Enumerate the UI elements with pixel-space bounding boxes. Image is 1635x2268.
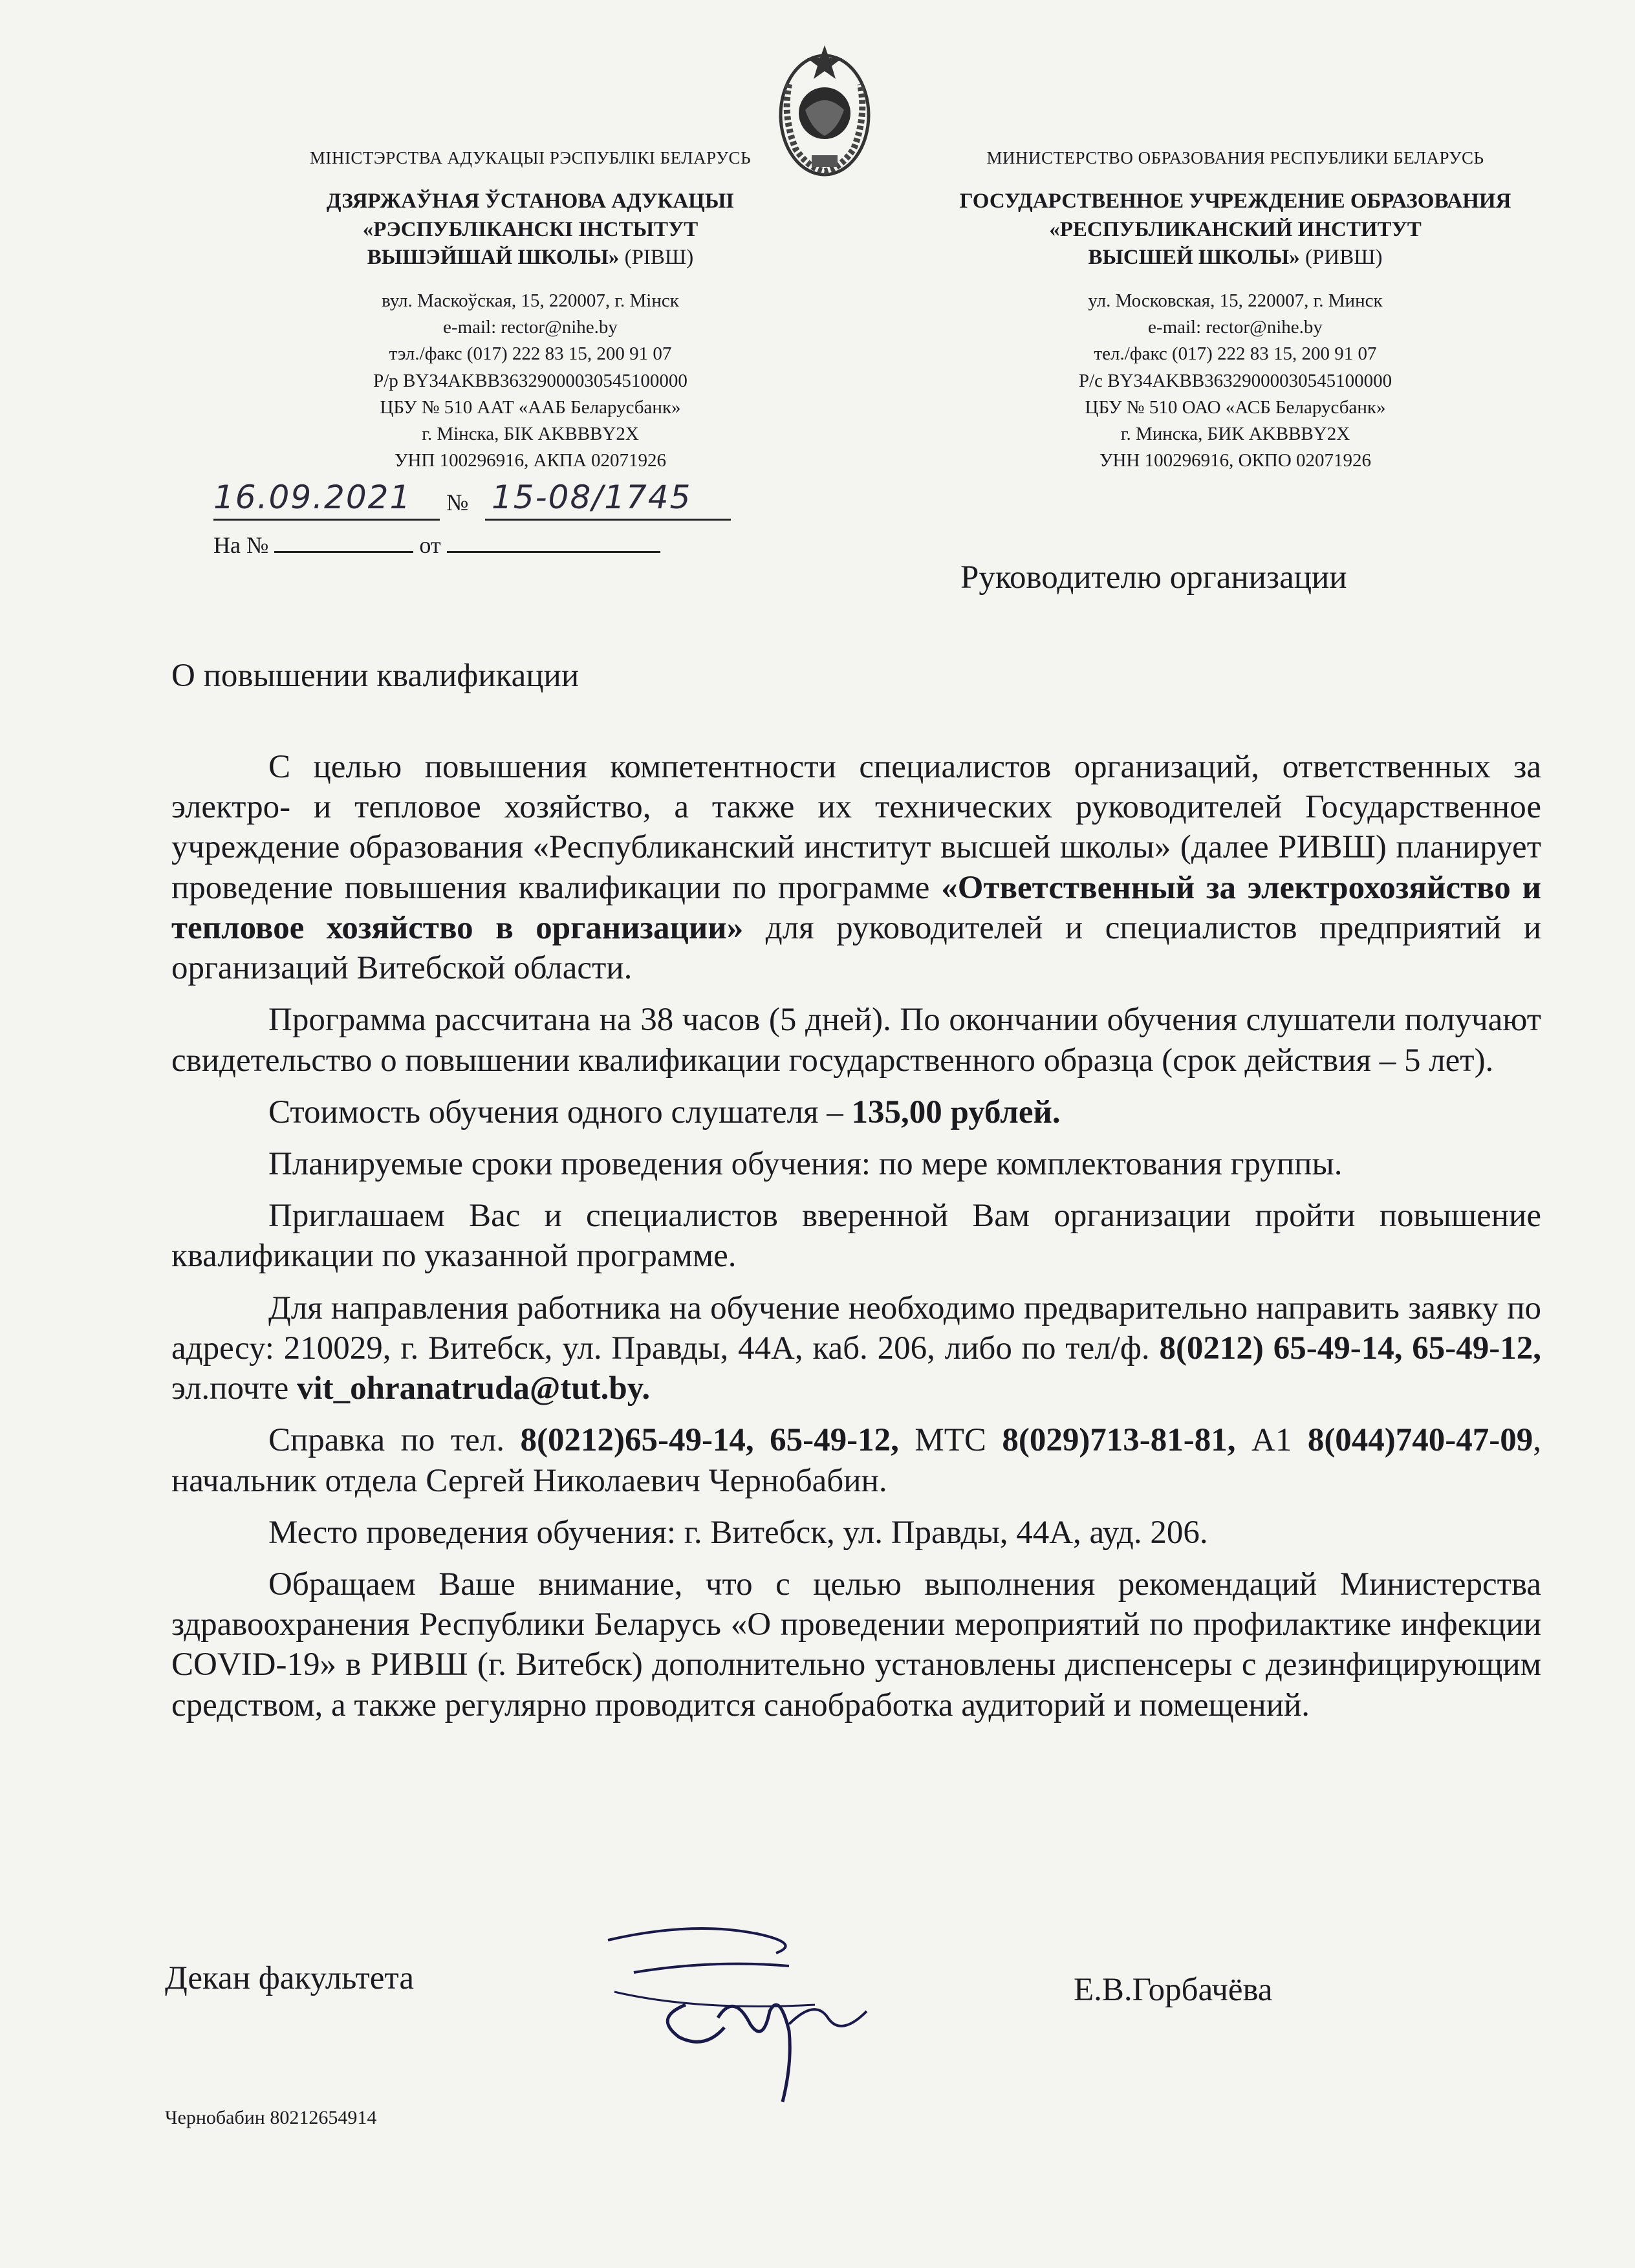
reply-from: от bbox=[419, 532, 441, 558]
institution-right-line-3: ВЫСШЕЙ ШКОЛЫ» (РИВШ) bbox=[1088, 246, 1383, 270]
paragraph-5: Приглашаем Вас и специалистов вверенной Вам организации пройти повышение квалификации по указанной программе. bbox=[171, 1198, 1541, 1275]
contact-line: e-mail: rector@nihe.by bbox=[1148, 317, 1323, 338]
handwritten-signature-icon bbox=[595, 1914, 880, 2121]
email-address: vit_ohranatruda@tut.by. bbox=[296, 1370, 651, 1407]
contact-line: Р/р BY34AKBB36329000030545100000 bbox=[373, 370, 688, 391]
paragraph-7: Справка по тел. 8(0212)65-49-14, 65-49-12, МТС 8(029)713-81-81, А1 8(044)740-47-09, начальник отдела Сергей Николаевич Чернобабин. bbox=[171, 1422, 1541, 1499]
contact-line: УНП 100296916, АКПА 02071926 bbox=[394, 450, 667, 471]
phone-numbers: 8(0212) 65-49-14, 65-49-12, bbox=[1159, 1330, 1541, 1366]
institution-right-line-2: «РЕСПУБЛИКАНСКИЙ ИНСТИТУТ bbox=[1049, 217, 1422, 241]
paragraph-2: Программа рассчитана на 38 часов (5 дней). По окончании обучения слушатели получают свидетельство о повышении квалификации государственного образца (срок действия – 5 лет). bbox=[171, 1002, 1541, 1079]
letter-body bbox=[171, 747, 1541, 1737]
paragraph-6: Для направления работника на обучение необходимо предварительно направить заявку по адресу: 210029, г. Витебск, ул. Правды, 44А, каб. 206, либо по тел/ф. 8(0212) 65-49-14, 65-49-12, эл.почте vit_ohranatruda@tut.by. bbox=[171, 1290, 1541, 1407]
contact-line: вул. Маскоўская, 15, 220007, г. Мінск bbox=[382, 290, 679, 311]
contact-line: УНН 100296916, ОКПО 02071926 bbox=[1099, 450, 1372, 471]
paragraph-3: Стоимость обучения одного слушателя – 135,00 рублей. bbox=[268, 1094, 1061, 1130]
contacts-right bbox=[893, 288, 1578, 474]
institution-right-line-1: ГОСУДАРСТВЕННОЕ УЧРЕЖДЕНИЕ ОБРАЗОВАНИЯ bbox=[959, 189, 1511, 213]
institution-left-line-3: ВЫШЭЙШАЙ ШКОЛЫ» (РІВШ) bbox=[367, 246, 694, 270]
reference-phones: 8(0212)65-49-14, 65-49-12, bbox=[520, 1422, 899, 1459]
contact-line: тэл./факс (017) 222 83 15, 200 91 07 bbox=[389, 343, 672, 365]
paragraph-4: Планируемые сроки проведения обучения: по мере комплектования группы. bbox=[268, 1145, 1343, 1182]
institution-left bbox=[194, 188, 867, 272]
addressee: Руководителю организации bbox=[960, 559, 1347, 596]
mts-phone: 8(029)713-81-81, bbox=[1002, 1422, 1236, 1459]
paragraph-1: С целью повышения компетентности специалистов организаций, ответственных за электро- и тепловое хозяйство, а также их технических руководителей Государственное учреждение образования «Республиканский институт высшей школы» (далее РИВШ) планирует проведение повышения квалификации по программе «Ответственный за электрохозяйство и тепловое хозяйство в организации» для руководителей и специалистов предприятий и организаций Витебской области. bbox=[171, 749, 1542, 987]
contact-line: г. Мінска, БІК AKBBBY2X bbox=[422, 423, 639, 444]
signatory-position: Декан факультета bbox=[165, 1960, 414, 1996]
number-underline bbox=[485, 519, 731, 521]
reply-reference bbox=[213, 532, 660, 559]
number-sign: № bbox=[446, 490, 469, 515]
contacts-left bbox=[194, 288, 867, 474]
contact-line: ЦБУ № 510 ААТ «ААБ Беларусбанк» bbox=[380, 396, 681, 418]
reply-date-blank bbox=[447, 532, 660, 553]
ministry-left: МІНІСТЭРСТВА АДУКАЦЫІ РЭСПУБЛІКІ БЕЛАРУСЬ bbox=[309, 148, 752, 167]
contact-line: e-mail: rector@nihe.by bbox=[443, 317, 618, 338]
institution-right-abbr: (РИВШ) bbox=[1305, 246, 1383, 270]
subject-line: О повышении квалификации bbox=[171, 658, 579, 694]
institution-left-line-2: «РЭСПУБЛІКАНСКІ ІНСТЫТУТ bbox=[362, 217, 698, 241]
executor-info: Чернобабин 80212654914 bbox=[165, 2107, 377, 2128]
registration-date: 16.09.2021 bbox=[213, 479, 412, 516]
contact-line: г. Минска, БИК AKBBBY2X bbox=[1120, 423, 1350, 444]
reply-prefix: На № bbox=[213, 532, 269, 558]
a1-phone: 8(044)740-47-09 bbox=[1307, 1422, 1533, 1459]
contact-line: тел./факс (017) 222 83 15, 200 91 07 bbox=[1094, 343, 1377, 365]
institution-right bbox=[893, 188, 1578, 272]
signatory-name: Е.В.Горбачёва bbox=[1074, 1972, 1273, 2008]
contact-line: Р/с BY34AKBB36329000030545100000 bbox=[1078, 370, 1392, 391]
registration-number: 15-08/1745 bbox=[492, 479, 692, 516]
contact-line: ул. Московская, 15, 220007, г. Минск bbox=[1088, 290, 1383, 311]
reply-number-blank bbox=[274, 532, 413, 553]
program-title: «Ответственный за электрохозяйство и тепловое хозяйство в организации» bbox=[171, 869, 1541, 946]
price: 135,00 рублей. bbox=[851, 1094, 1061, 1130]
institution-left-abbr: (РІВШ) bbox=[624, 246, 694, 270]
ministry-right: МИНИСТЕРСТВО ОБРАЗОВАНИЯ РЕСПУБЛИКИ БЕЛАРУСЬ bbox=[986, 148, 1484, 167]
paragraph-8: Место проведения обучения: г. Витебск, ул. Правды, 44А, ауд. 206. bbox=[268, 1514, 1208, 1551]
contact-line: ЦБУ № 510 ОАО «АСБ Беларусбанк» bbox=[1085, 396, 1386, 418]
registration-line bbox=[213, 479, 731, 524]
paragraph-9: Обращаем Ваше внимание, что с целью выполнения рекомендаций Министерства здравоохранения Республики Беларусь «О проведении мероприятий по профилактике инфекции COVID-19» в РИВШ (г. Витебск) дополнительно установлены диспенсеры с дезинфицирующим средством, а также регулярно проводится санобработка аудиторий и помещений. bbox=[171, 1566, 1541, 1723]
institution-left-line-1: ДЗЯРЖАЎНАЯ ЎСТАНОВА АДУКАЦЫІ bbox=[326, 189, 735, 213]
date-underline bbox=[213, 519, 440, 521]
